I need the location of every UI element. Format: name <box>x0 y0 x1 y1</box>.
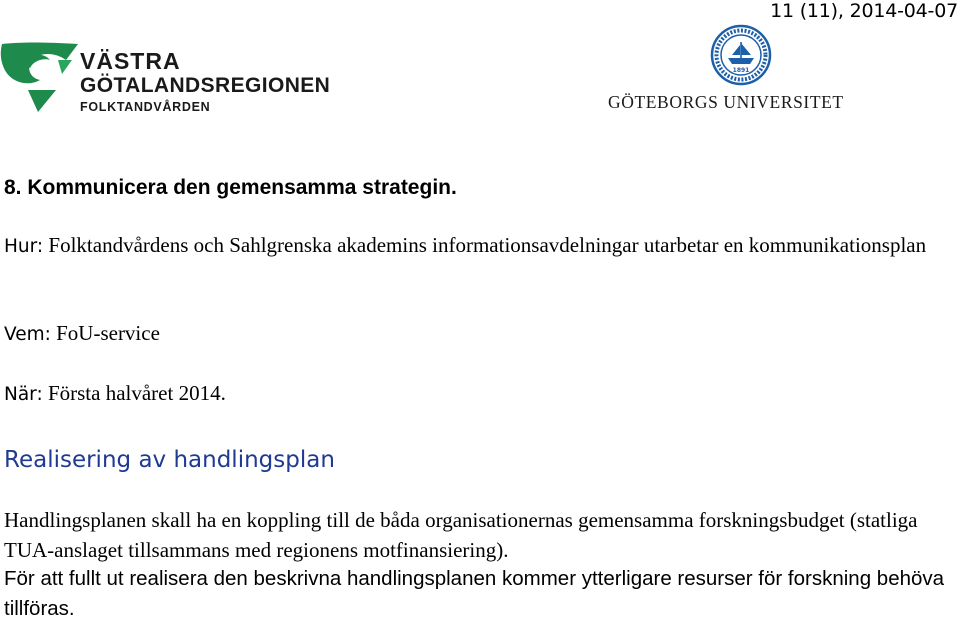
who-paragraph <box>4 318 160 350</box>
vgr-logo-line2: GÖTALANDSREGIONEN <box>80 74 331 97</box>
vgr-logo-line1: VÄSTRA <box>80 48 181 74</box>
section-heading-realisation: Realisering av handlingsplan <box>4 447 335 473</box>
how-paragraph <box>4 230 944 262</box>
when-text: Första halvåret 2014. <box>42 381 226 405</box>
how-label: Hur: <box>4 236 44 257</box>
who-text: FoU-service <box>50 321 160 345</box>
vgr-logo-line3: FOLKTANDVÅRDEN <box>80 100 211 114</box>
when-label: När: <box>4 384 43 405</box>
how-text: Folktandvårdens och Sahlgrenska akademins informationsavdelningar utarbetar en kommunikationsplan <box>43 233 927 257</box>
vgr-logo-text <box>80 50 330 114</box>
gu-seal-icon <box>710 24 772 86</box>
gu-logo-text: GÖTEBORGS UNIVERSITET <box>608 92 844 112</box>
who-label: Vem: <box>4 324 51 345</box>
realisation-paragraph-2: För att fullt ut realisera den beskrivna handlingsplanen kommer ytterligare resurser för forskning behöva tillföras. <box>4 567 945 620</box>
svg-text:1891: 1891 <box>732 67 750 74</box>
page-number: 11 (11), 2014-04-07 <box>770 0 958 22</box>
section-heading-strategy: 8. Kommunicera den gemensamma strategin. <box>4 176 457 199</box>
realisation-paragraph-1: Handlingsplanen skall ha en koppling till de båda organisationernas gemensamma forskningsbudget (statliga TUA-anslaget tillsammans med regionens motfinansiering). <box>4 508 918 562</box>
when-paragraph <box>4 378 226 410</box>
